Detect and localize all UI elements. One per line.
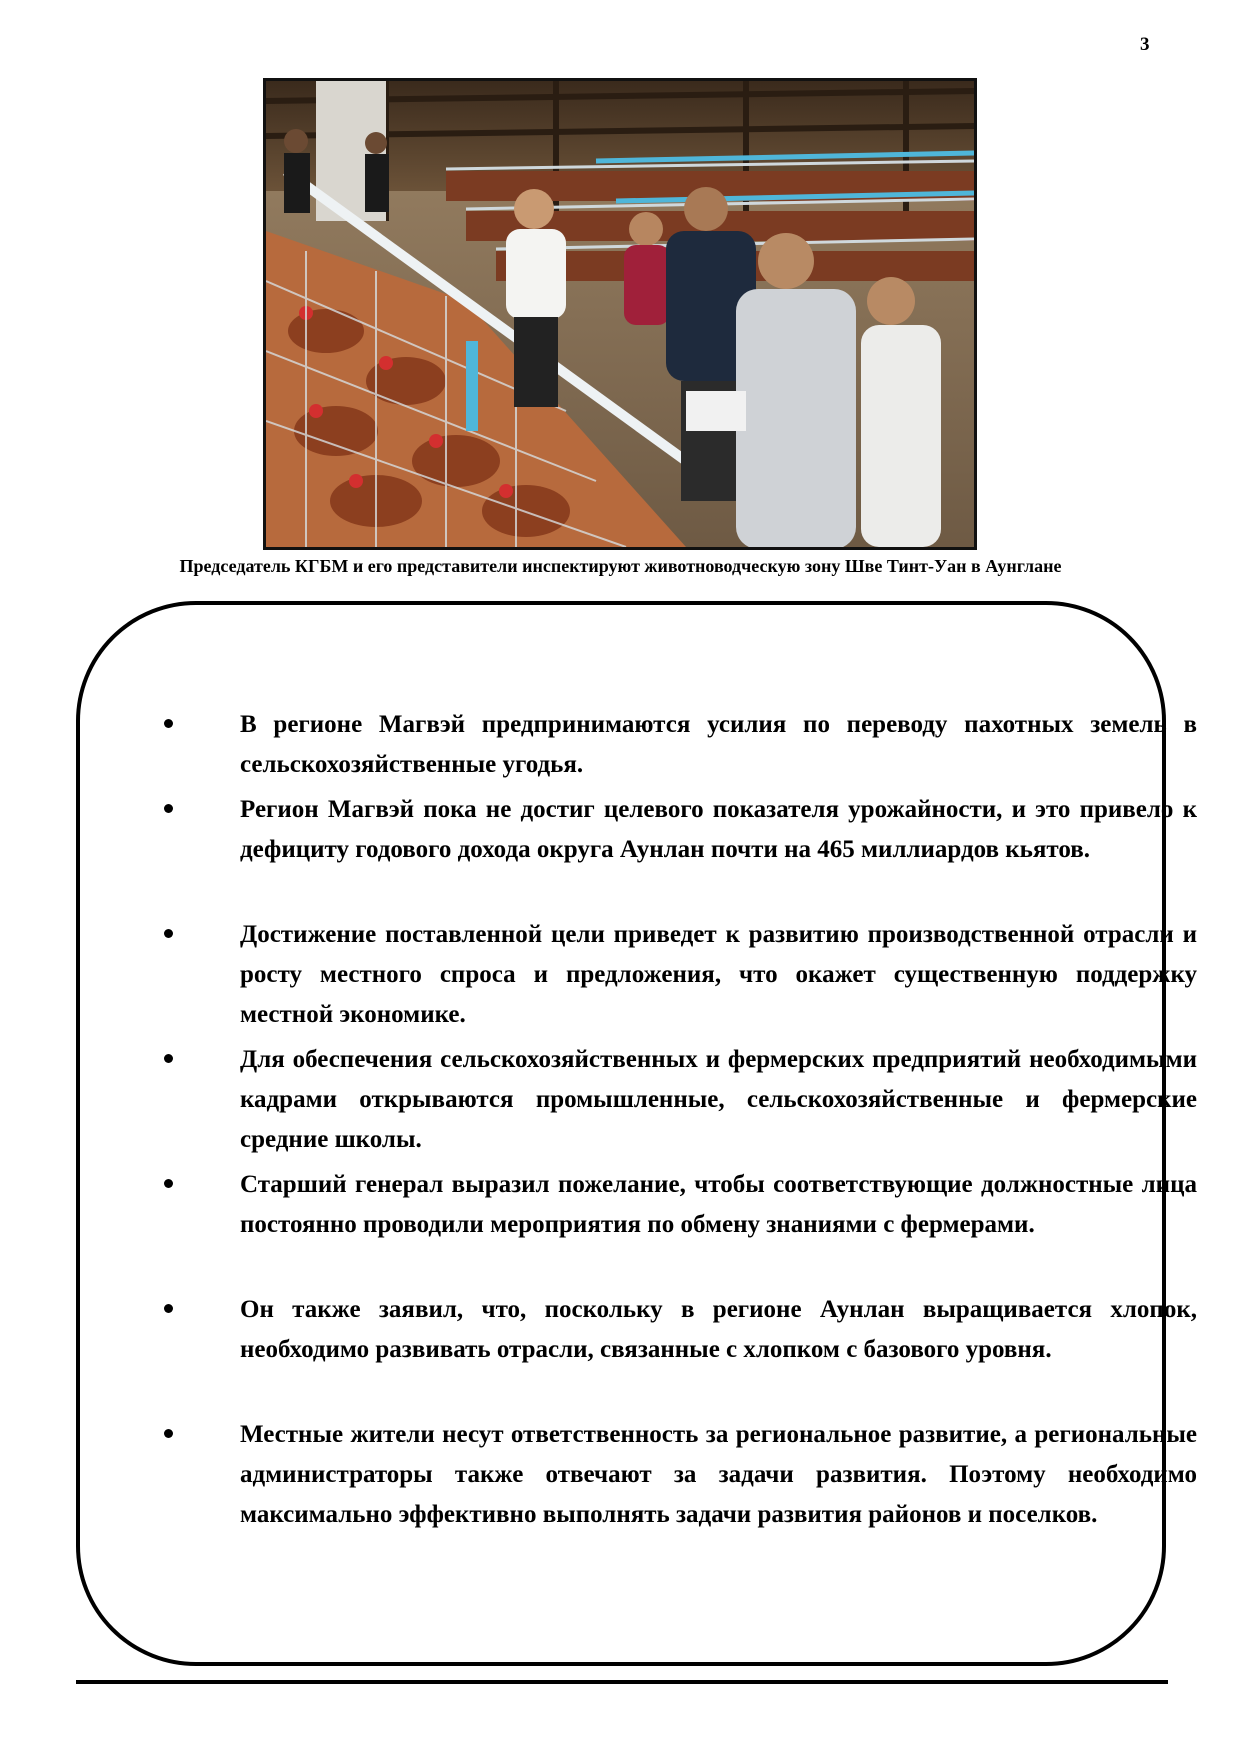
bullet-text: Местные жители несут ответственность за региональное развитие, а региональные администраторы также отвечают за задачи развития. Поэтому необходимо максимально эффективно выполнять задачи развития районов и поселков.	[240, 1421, 1197, 1528]
bullet-dot	[164, 1304, 173, 1313]
page-number: 3	[1140, 34, 1150, 55]
poultry-farm-photo-illustration	[266, 81, 974, 547]
bullet-text: Он также заявил, что, поскольку в регионе Аунлан выращивается хлопок, необходимо развивать отрасли, связанные с хлопком с базового уровня.	[240, 1296, 1197, 1363]
info-box	[76, 601, 1197, 1666]
bullet-dot	[164, 929, 173, 938]
bullet-dot	[164, 804, 173, 813]
bullet-dot	[164, 1179, 173, 1188]
bullet-dot	[164, 1429, 173, 1438]
bullet-dot	[164, 719, 173, 728]
photo-caption: Председатель КГБМ и его представители инспектируют животноводческую зону Шве Тинт-Уан в Аунглане	[179, 556, 1062, 576]
bullet-text: Достижение поставленной цели приведет к развитию производственной отрасли и росту местного спроса и предложения, что окажет существенную поддержку местной экономике.	[240, 921, 1197, 1028]
bullet-dot	[164, 1054, 173, 1063]
inspection-photo	[263, 78, 977, 550]
bottom-rule	[76, 1680, 1168, 1684]
bullet-text: Регион Магвэй пока не достиг целевого показателя урожайности, и это привело к дефициту годового дохода округа Аунлан почти на 465 миллиардов кьятов.	[240, 796, 1197, 863]
bullet-text: В регионе Магвэй предпринимаются усилия по переводу пахотных земель в сельскохозяйственные угодья.	[240, 711, 1197, 778]
bullet-text: Старший генерал выразил пожелание, чтобы соответствующие должностные лица постоянно проводили мероприятия по обмену знаниями с фермерами.	[240, 1171, 1197, 1238]
bullet-text: Для обеспечения сельскохозяйственных и фермерских предприятий необходимыми кадрами открываются промышленные, сельскохозяйственные и фермерские средние школы.	[240, 1046, 1197, 1153]
